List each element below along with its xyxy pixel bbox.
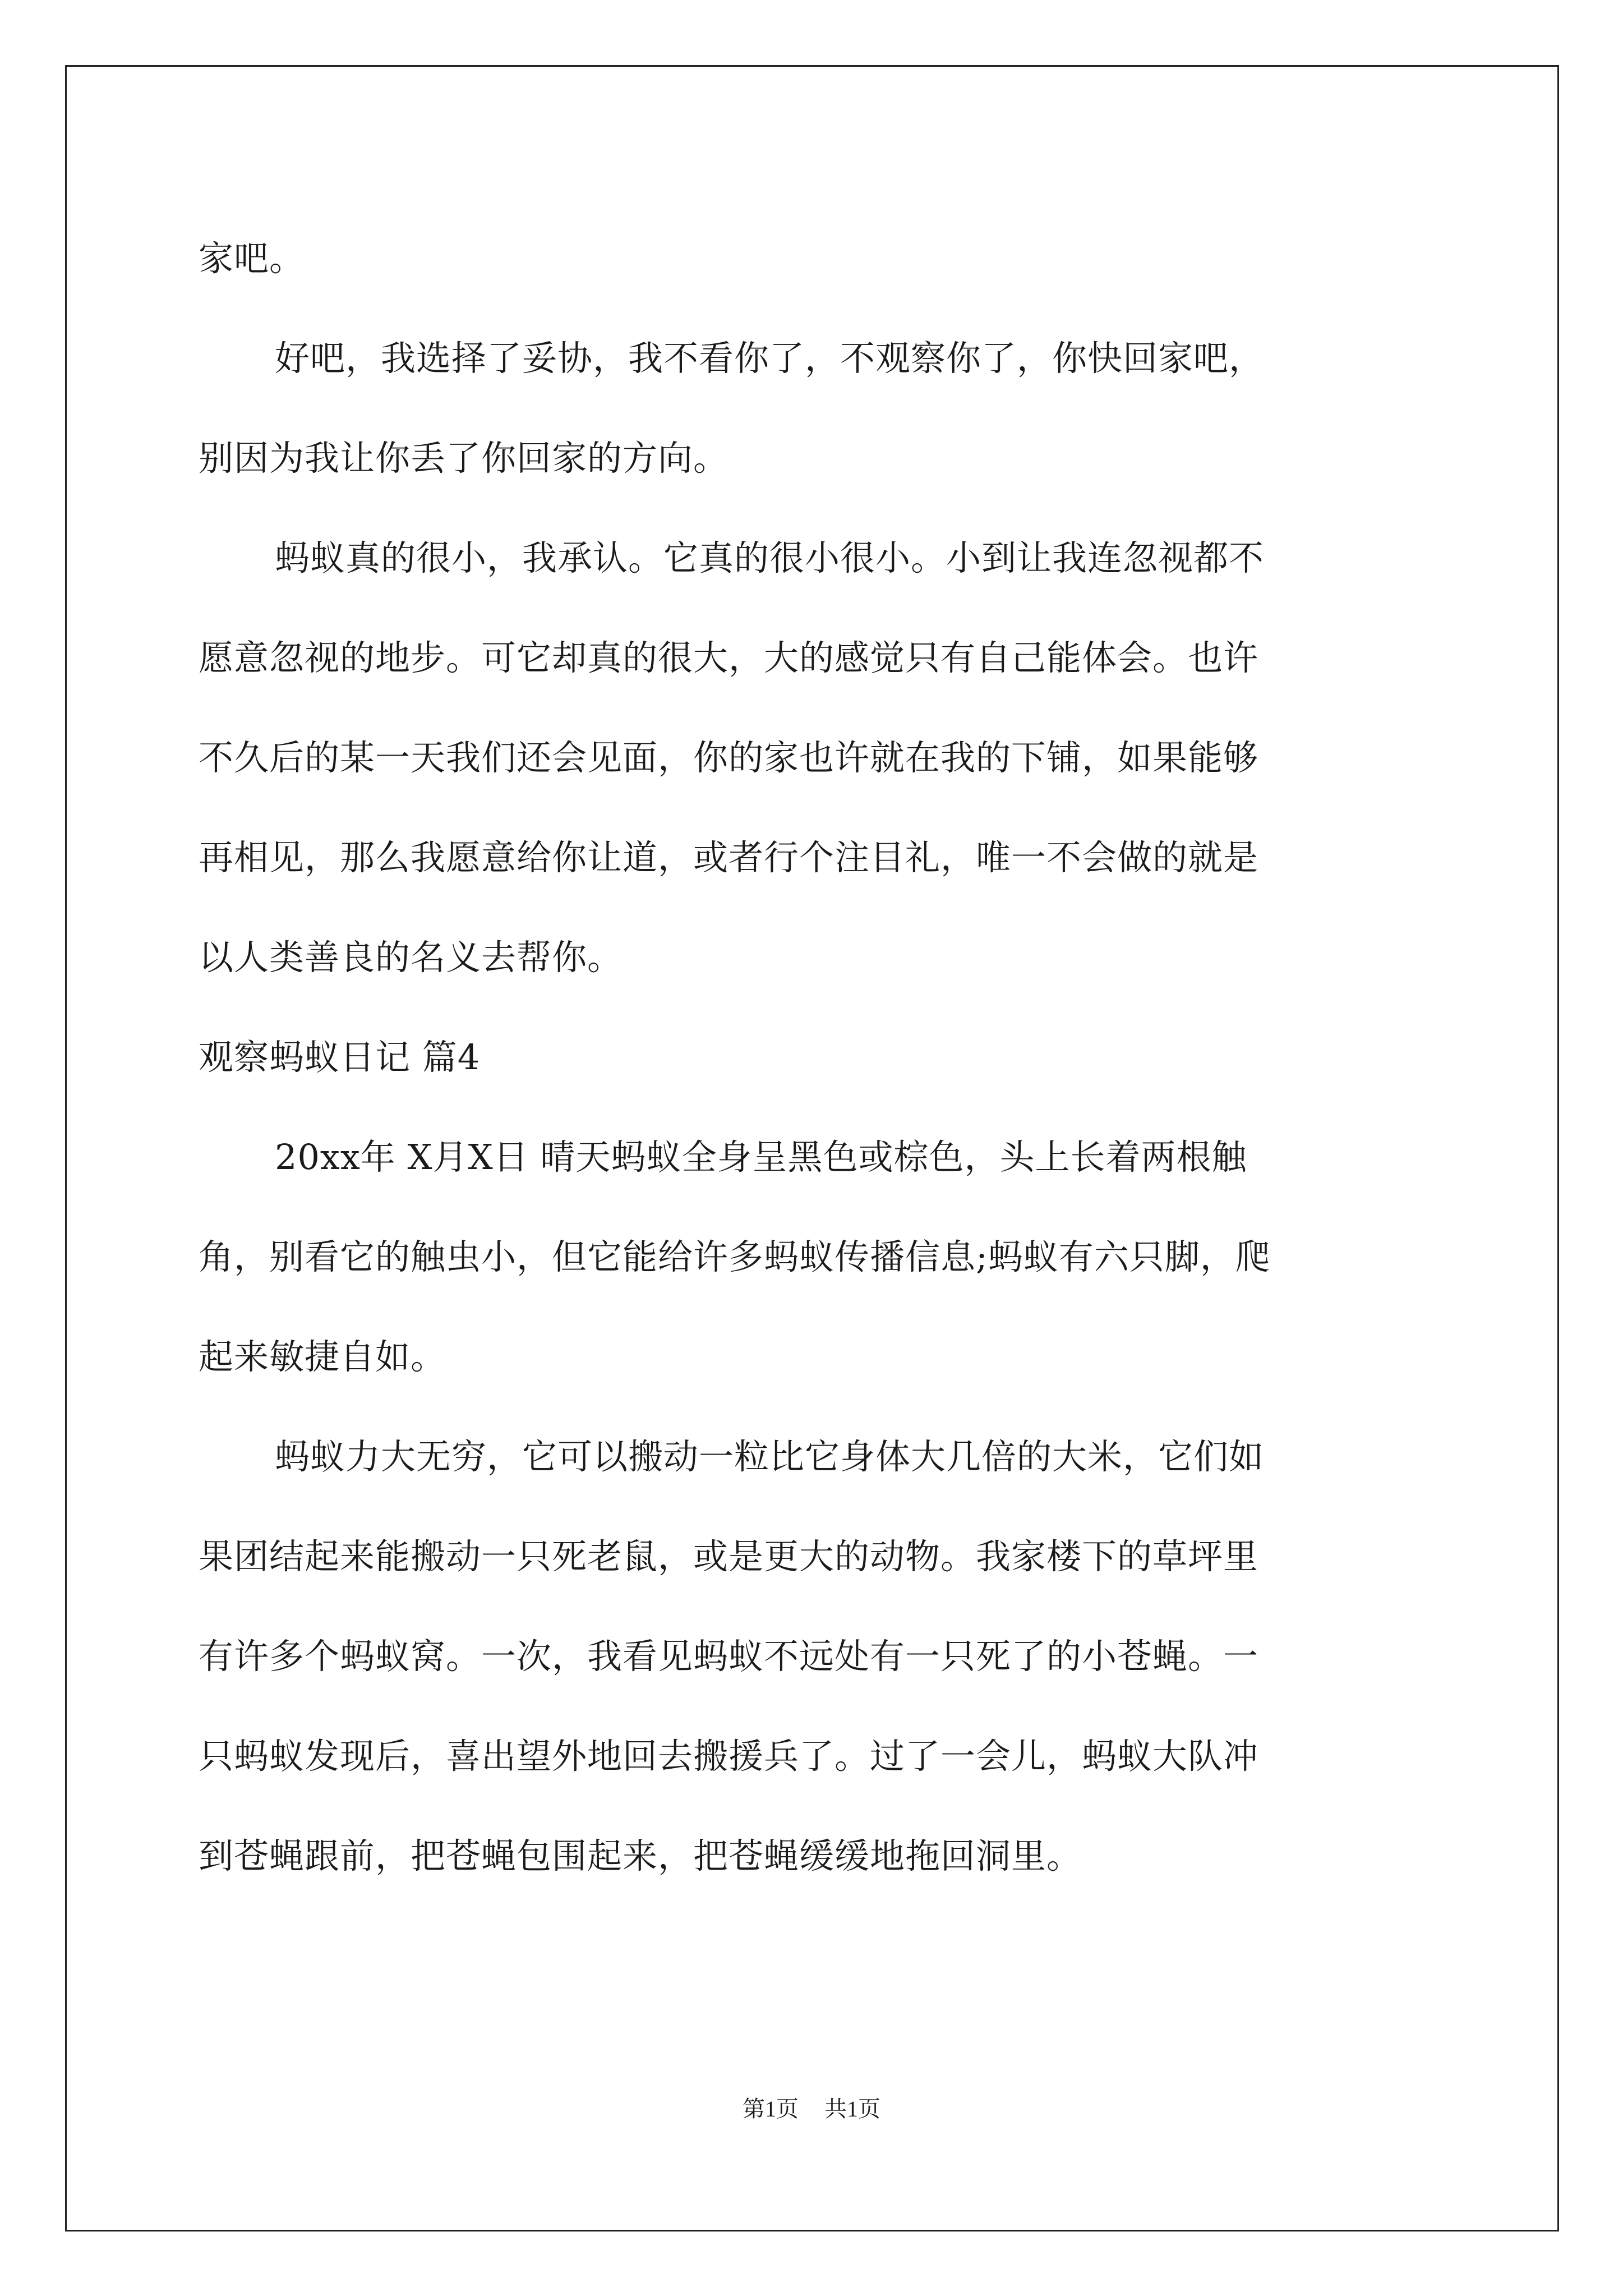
text-line-16: 只蚂蚁发现后，喜出望外地回去搬援兵了。过了一会儿，蚂蚁大队冲: [199, 1736, 1259, 1777]
text-line-11: 角，别看它的触虫小，但它能给许多蚂蚁传播信息;蚂蚁有六只脚，爬: [199, 1236, 1271, 1277]
text-line-7: 再相见，那么我愿意给你让道，或者行个注目礼，唯一不会做的就是: [199, 837, 1259, 878]
page-number: 第1页: [743, 2096, 799, 2122]
text-line-13: 蚂蚁力大无穷，它可以搬动一粒比它身体大几倍的大米，它们如: [275, 1436, 1265, 1477]
text-line-14: 果团结起来能搬动一只死老鼠，或是更大的动物。我家楼下的草坪里: [199, 1536, 1259, 1577]
text-line-5: 愿意忽视的地步。可它却真的很大，大的感觉只有自己能体会。也许: [199, 637, 1259, 678]
text-line-15: 有许多个蚂蚁窝。一次，我看见蚂蚁不远处有一只死了的小苍蝇。一: [199, 1636, 1259, 1677]
text-line-2: 好吧，我选择了妥协，我不看你了，不观察你了，你快回家吧，: [275, 338, 1265, 379]
document-body: [199, 209, 1430, 1906]
text-line-3: 别因为我让你丢了你回家的方向。: [199, 438, 729, 478]
text-line-1: 家吧。: [199, 238, 305, 279]
text-line-12: 起来敏捷自如。: [199, 1336, 446, 1377]
text-line-8: 以人类善良的名义去帮你。: [199, 937, 623, 978]
text-line-17: 到苍蝇跟前，把苍蝇包围起来，把苍蝇缓缓地拖回洞里。: [199, 1835, 1082, 1876]
text-line-6: 不久后的某一天我们还会见面，你的家也许就在我的下铺，如果能够: [199, 737, 1259, 778]
page-total: 共1页: [824, 2096, 880, 2122]
section-heading: 观察蚂蚁日记 篇4: [199, 1037, 481, 1078]
text-line-4: 蚂蚁真的很小，我承认。它真的很小很小。小到让我连忽视都不: [275, 537, 1265, 578]
text-line-10: 20xx年 X月X日 晴天蚂蚁全身呈黑色或棕色，头上长着两根触: [275, 1137, 1247, 1177]
page-footer: [0, 2091, 1623, 2123]
